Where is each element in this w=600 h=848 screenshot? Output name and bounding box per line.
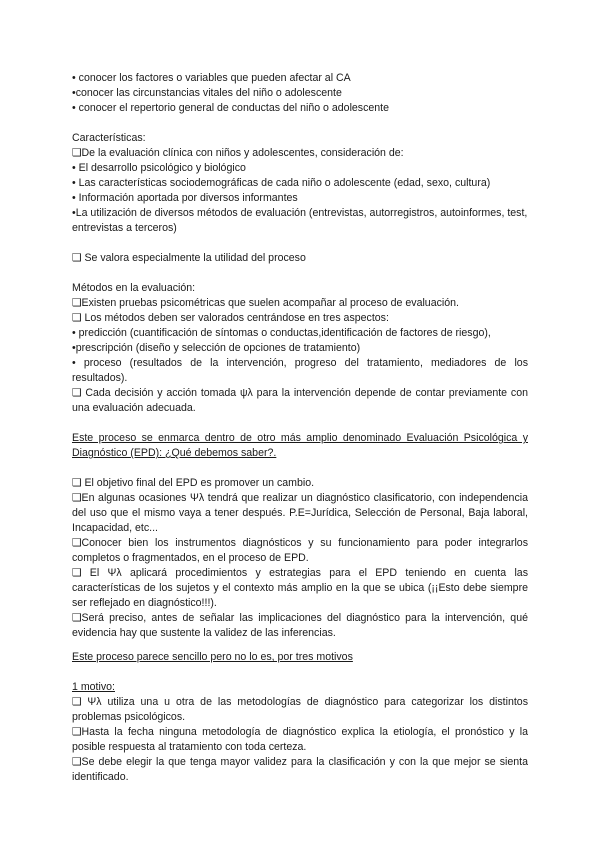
- caracteristicas-heading: Características:: [72, 132, 146, 144]
- metodos-decision-item: ❑ Cada decisión y acción tomada ψλ para la intervención depende de contar previamente con una evaluación adecuada.: [72, 387, 528, 414]
- metodos-item: ❑ Los métodos deben ser valorados centrándose en tres aspectos:: [72, 312, 389, 324]
- spacer: [72, 116, 528, 131]
- utilidad-item: ❑ Se valora especialmente la utilidad del proceso: [72, 252, 306, 264]
- intro-item: • conocer el repertorio general de conductas del niño o adolescente: [72, 102, 390, 114]
- caracteristicas-item: ❑De la evaluación clínica con niños y adolescentes, consideración de:: [72, 147, 404, 159]
- spacer: [72, 236, 528, 251]
- spacer: [72, 641, 528, 650]
- epd-conocer-item: ❑Conocer bien los instrumentos diagnósticos y su funcionamiento para poder integrarlos completos o fragmentados, en el proceso de EPD.: [72, 537, 528, 564]
- epd-heading: Este proceso se enmarca dentro de otro más amplio denominado Evaluación Psicológica y Diagnóstico (EPD): ¿Qué debemos saber?.: [72, 432, 528, 459]
- metodos-item: •prescripción (diseño y selección de opciones de tratamiento): [72, 342, 361, 354]
- intro-item: •conocer las circunstancias vitales del niño o adolescente: [72, 87, 342, 99]
- motivo1-etiologia-item: ❑Hasta la fecha ninguna metodología de diagnóstico explica la etiología, el pronóstico y la posible respuesta al tratamiento con toda certeza.: [72, 726, 528, 753]
- document-body: [72, 71, 528, 785]
- spacer: [72, 461, 528, 476]
- caracteristicas-item: • Las características sociodemográficas de cada niño o adolescente (edad, sexo, cultura): [72, 177, 491, 189]
- caracteristicas-item: • El desarrollo psicológico y biológico: [72, 162, 246, 174]
- intro-item: • conocer los factores o variables que pueden afectar al CA: [72, 72, 351, 84]
- metodos-item: • predicción (cuantificación de síntomas o conductas,identificación de factores de riesgo),: [72, 327, 491, 339]
- motivo1-utiliza-item: ❑ Ψλ utiliza una u otra de las metodologías de diagnóstico para categorizar los distintos problemas psicológicos.: [72, 696, 528, 723]
- caracteristicas-metodos-item: •La utilización de diversos métodos de evaluación (entrevistas, autorregistros, autoinformes, test, entrevistas a terceros): [72, 207, 528, 234]
- caracteristicas-item: • Información aportada por diversos informantes: [72, 192, 298, 204]
- spacer: [72, 416, 528, 431]
- motivos-heading: Este proceso parece sencillo pero no lo es, por tres motivos: [72, 651, 353, 663]
- metodos-heading: Métodos en la evaluación:: [72, 282, 196, 294]
- spacer: [72, 665, 528, 680]
- motivo1-elegir-item: ❑Se debe elegir la que tenga mayor validez para la clasificación y con la que mejor se sienta identificado.: [72, 756, 528, 783]
- spacer: [72, 266, 528, 281]
- epd-ocasiones-item: ❑En algunas ocasiones Ψλ tendrá que realizar un diagnóstico clasificatorio, con independencia del uso que el mismo vaya a tener después. P.E=Jurídica, Selección de Personal, Baja laboral, Incapacidad, etc...: [72, 492, 528, 534]
- epd-aplicara-item: ❑ El Ψλ aplicará procedimientos y estrategias para el EPD teniendo en cuenta las características de los sujetos y el contexto más amplio en la que se ubica (¡¡Esto debe siempre ser reflejado en diagnóstico!!!).: [72, 567, 528, 609]
- metodos-item: ❑Existen pruebas psicométricas que suelen acompañar al proceso de evaluación.: [72, 297, 459, 309]
- epd-preciso-item: ❑Será preciso, antes de señalar las implicaciones del diagnóstico para la intervención, qué evidencia hay que sustente la validez de las inferencias.: [72, 612, 528, 639]
- epd-objetivo-item: ❑ El objetivo final del EPD es promover un cambio.: [72, 477, 315, 489]
- motivo1-title: 1 motivo:: [72, 681, 115, 693]
- metodos-proceso-item: • proceso (resultados de la intervención, progreso del tratamiento, mediadores de los resultados).: [72, 357, 528, 384]
